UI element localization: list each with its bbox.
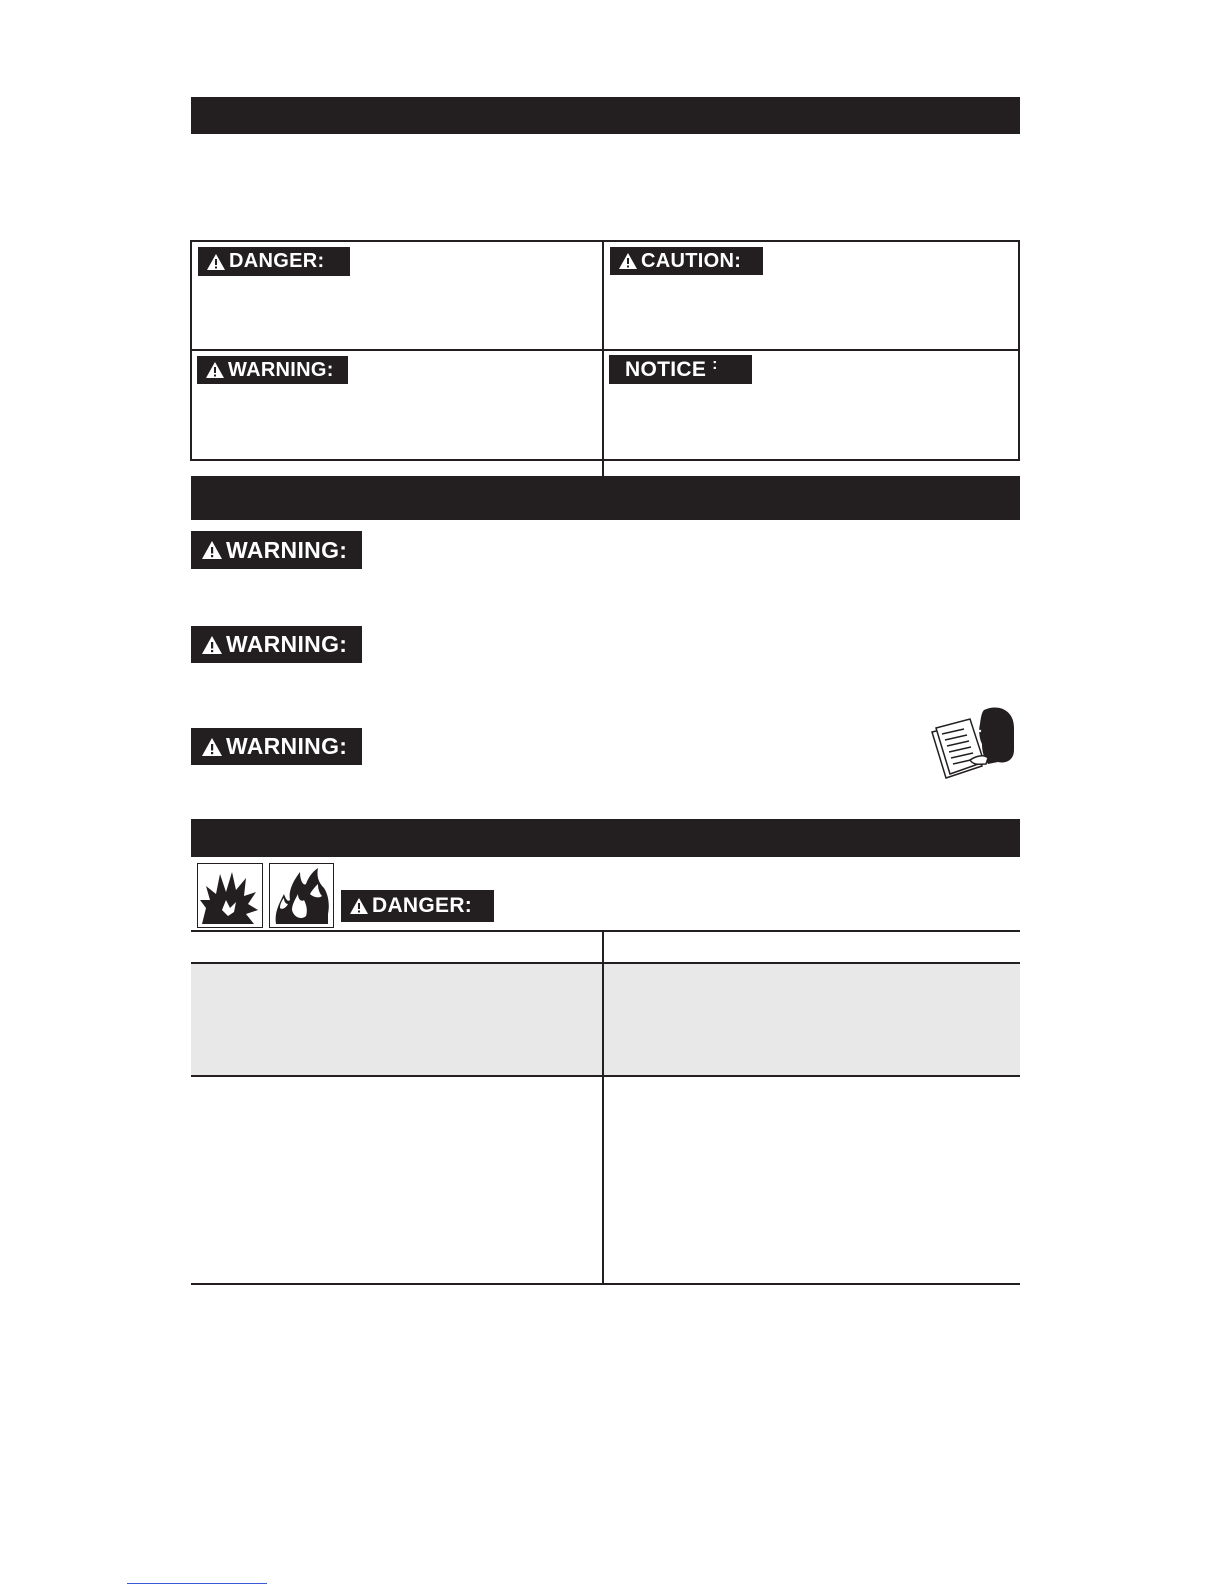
danger-label-hazard-text: DANGER: xyxy=(372,894,473,917)
alert-triangle-icon xyxy=(206,253,226,271)
warning-label-table-text: WARNING: xyxy=(228,358,334,381)
read-manual-icon xyxy=(926,704,1018,780)
alert-triangle-icon xyxy=(201,540,223,560)
alert-triangle-icon xyxy=(201,635,223,655)
hazard-table-shaded-row xyxy=(191,964,1020,1075)
alert-triangle-icon xyxy=(205,361,225,379)
notice-label-colon: : xyxy=(712,355,718,373)
warning-label-3 xyxy=(191,728,362,765)
warning-label-2 xyxy=(191,626,362,663)
hazard-table-header-rule xyxy=(191,962,1020,964)
caution-label-text: CAUTION: xyxy=(641,249,742,272)
notice-label xyxy=(609,355,752,384)
alert-triangle-icon xyxy=(349,897,369,915)
warning-label-1-text: WARNING: xyxy=(226,536,348,563)
danger-label xyxy=(198,247,350,276)
hazard-table-bottom-rule xyxy=(191,1283,1020,1285)
section-header-bar-1 xyxy=(191,97,1020,134)
danger-label-hazard xyxy=(341,890,494,922)
alert-triangle-icon xyxy=(618,252,638,270)
fire-hazard-icon xyxy=(269,863,334,928)
explosion-hazard-icon xyxy=(197,863,263,928)
signal-word-table-divider xyxy=(190,349,1020,351)
footer-link-underline[interactable] xyxy=(127,1583,267,1584)
hazard-table-top-rule xyxy=(191,930,1020,932)
hazard-table-center xyxy=(602,932,604,1284)
signal-word-table-center xyxy=(602,240,604,476)
caution-label xyxy=(610,247,763,275)
section-header-bar-2 xyxy=(191,476,1020,520)
warning-label-3-text: WARNING: xyxy=(226,733,348,759)
warning-label-1 xyxy=(191,531,362,569)
hazard-table-row-rule xyxy=(191,1075,1020,1077)
warning-label-table xyxy=(197,356,348,384)
warning-label-2-text: WARNING: xyxy=(226,631,348,657)
section-header-bar-3 xyxy=(191,819,1020,857)
notice-label-text: NOTICE xyxy=(625,357,707,381)
danger-label-text: DANGER: xyxy=(229,250,325,272)
alert-triangle-icon xyxy=(201,737,223,757)
